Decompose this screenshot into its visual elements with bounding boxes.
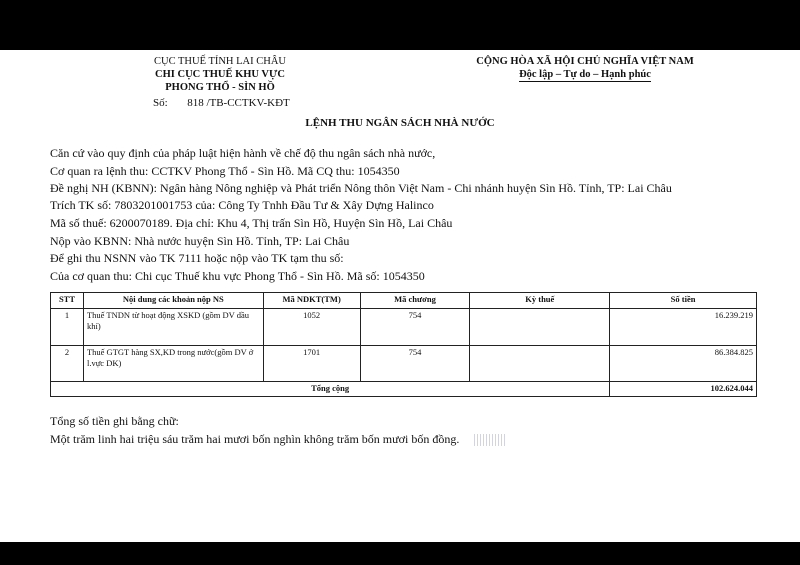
national-title: CỘNG HÒA XÃ HỘI CHỦ NGHĨA VIỆT NAM — [476, 56, 694, 67]
cell-ky-thue — [470, 309, 610, 346]
table-total-row — [51, 382, 757, 397]
cell-stt: 1 — [51, 309, 84, 346]
col-header-content: Nội dung các khoản nộp NS — [83, 293, 263, 309]
cell-chuong: 754 — [360, 309, 470, 346]
table-row — [51, 346, 757, 382]
col-header-ky-thue: Kỳ thuế — [470, 293, 610, 309]
cell-ky-thue — [470, 346, 610, 382]
total-label: Tổng cộng — [51, 382, 610, 397]
scan-smudge — [474, 434, 506, 446]
number-label: Số: — [153, 97, 168, 109]
body-line-1: Căn cứ vào quy định của pháp luật hiện hành về chế độ thu ngân sách nhà nước, — [50, 146, 436, 160]
cell-stt: 2 — [51, 346, 84, 382]
table-header-row — [51, 293, 757, 309]
col-header-amount: Số tiền — [610, 293, 757, 309]
amount-in-words-value: Một trăm linh hai triệu sáu trăm hai mươi bốn nghìn không trăm bốn mươi bốn đồng. — [50, 432, 460, 446]
amount-in-words-label: Tổng số tiền ghi bằng chữ: — [50, 414, 179, 428]
national-motto: Độc lập – Tự do – Hạnh phúc — [519, 69, 651, 80]
document-title: LỆNH THU NGÂN SÁCH NHÀ NƯỚC — [305, 117, 495, 129]
cell-content: Thuế TNDN từ hoạt động XSKD (gồm DV dầu khí) — [83, 309, 263, 346]
cell-ndkt: 1701 — [263, 346, 360, 382]
body-line-5: Mã số thuế: 6200070189. Địa chỉ: Khu 4, Thị trấn Sìn Hồ, Huyện Sìn Hồ, Lai Châu — [50, 216, 453, 230]
body-line-8: Của cơ quan thu: Chi cục Thuế khu vực Phong Thổ - Sìn Hồ. Mã số: 1054350 — [50, 269, 425, 283]
issuer-line-2: CHI CỤC THUẾ KHU VỰC — [155, 69, 285, 80]
body-line-2: Cơ quan ra lệnh thu: CCTKV Phong Thổ - Sìn Hồ. Mã CQ thu: 1054350 — [50, 164, 400, 178]
cell-amount: 16.239.219 — [610, 309, 757, 346]
number-suffix: /TB-CCTKV-KĐT — [206, 97, 290, 109]
issuer-line-3: PHONG THỔ - SÌN HỒ — [165, 82, 275, 93]
body-line-6: Nộp vào KBNN: Nhà nước huyện Sìn Hồ. Tỉnh, TP: Lai Châu — [50, 234, 350, 248]
body-line-4: Trích TK số: 7803201001753 của: Công Ty Tnhh Đầu Tư & Xây Dựng Halinco — [50, 198, 434, 212]
col-header-stt: STT — [51, 293, 84, 309]
cell-amount: 86.384.825 — [610, 346, 757, 382]
national-header — [450, 55, 720, 81]
issuer-header — [140, 55, 300, 94]
number-value: 818 — [187, 97, 204, 109]
cell-content: Thuế GTGT hàng SX,KD trong nước(gồm DV ở l.vực DK) — [83, 346, 263, 382]
document-number — [153, 97, 290, 110]
total-amount: 102.624.044 — [610, 382, 757, 397]
col-header-chuong: Mã chương — [360, 293, 470, 309]
issuer-line-1: CỤC THUẾ TỈNH LAI CHÂU — [153, 56, 287, 67]
document-page — [0, 50, 800, 542]
payment-table — [50, 292, 757, 397]
body-line-7: Để ghi thu NSNN vào TK 7111 hoặc nộp vào TK tạm thu số: — [50, 251, 344, 265]
col-header-ndkt: Mã NDKT(TM) — [263, 293, 360, 309]
cell-ndkt: 1052 — [263, 309, 360, 346]
cell-chuong: 754 — [360, 346, 470, 382]
table-row — [51, 309, 757, 346]
body-line-3: Đề nghị NH (KBNN): Ngân hàng Nông nghiệp và Phát triển Nông thôn Việt Nam - Chi nhánh huyện Sìn Hồ. Tỉnh, TP: Lai Châu — [50, 181, 672, 195]
